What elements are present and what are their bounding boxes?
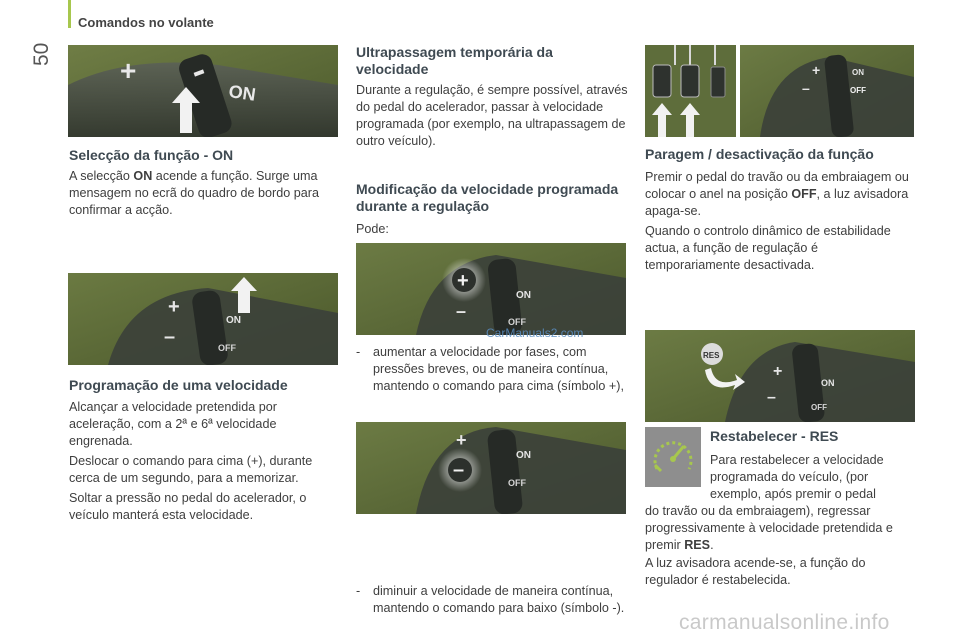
photo-stalk-off — [740, 45, 914, 137]
photo-stalk-on — [68, 45, 338, 137]
stalk-on-label: ON — [821, 378, 835, 388]
stalk-on-label: ON — [516, 290, 531, 301]
brake-pedal — [681, 65, 699, 97]
stalk-off-label: OFF — [218, 343, 236, 353]
accelerator-pedal — [711, 67, 725, 97]
paragraph-res-continued: do travão ou da embraiagem), regressar progressivamente à velocidade pretendida e premir RES. — [645, 504, 893, 552]
stalk-on-label: ON — [226, 315, 241, 326]
paragraph-res-line-3: exemplo, após premir o pedal — [710, 487, 876, 501]
stalk-minus-label: – — [802, 80, 810, 96]
stalk-plus-label: + — [773, 363, 783, 380]
stalk-minus-label: – — [164, 326, 176, 348]
stalk-off-label: OFF — [508, 317, 526, 327]
list-item-decrease: - diminuir a velocidade de maneira contínua, mantendo o comando para baixo (símbolo -). — [356, 584, 625, 615]
photo-stalk-program — [68, 273, 338, 365]
stalk-minus-label: – — [453, 459, 465, 481]
section-title: Comandos no volante — [78, 15, 214, 30]
paragraph-can: Pode: — [356, 222, 389, 236]
photo-stalk-res — [645, 330, 915, 422]
stalk-minus-label: – — [456, 301, 467, 321]
stalk-plus-label: + — [168, 296, 180, 318]
stalk-minus-label: – — [767, 389, 776, 406]
stalk-off-label: OFF — [508, 478, 526, 488]
page-number: 50 — [30, 42, 53, 66]
stalk-res-label: RES — [703, 351, 720, 360]
list-item-increase: - aumentar a velocidade por fases, com pressões breves, ou de maneira contínua, mantendo o comando para cima (símbolo +), — [356, 345, 624, 393]
paragraph-program-3: Soltar a pressão no pedal do acelerador, o veículo manterá esta velocidade. — [69, 491, 307, 522]
paragraph-temporary-override: Durante a regulação, é sempre possível, através do pedal do acelerador, passar à velocidade programada (por exemplo, na ultrapassagem de outro veículo). — [356, 83, 628, 148]
list-dash: - — [356, 345, 361, 359]
heading-selection-on: Selecção da função - ON — [69, 147, 234, 163]
stalk-on-label: ON — [227, 81, 257, 105]
photo-pedals — [645, 45, 736, 137]
stalk-plus-label: + — [812, 62, 821, 78]
list-dash: - — [356, 584, 361, 598]
stalk-off-label: OFF — [811, 403, 827, 412]
paragraph-res-line-2: programada do veículo, (por — [710, 470, 869, 484]
heading-stop-function: Paragem / desactivação da função — [645, 146, 874, 162]
heading-reset-res: Restabelecer - RES — [710, 428, 839, 444]
paragraph-res-line-1: Para restabelecer a velocidade — [710, 453, 884, 467]
stalk-off-label: OFF — [850, 86, 866, 95]
stalk-on-label: ON — [516, 450, 531, 461]
paragraph-stop-1: Premir o pedal do travão ou da embraiagem ou colocar o anel na posição OFF, a luz avisadora apaga-se. — [645, 170, 909, 218]
paragraph-stop-2: Quando o controlo dinâmico de estabilidade actua, a função de regulação é temporariamente desactivada. — [645, 224, 891, 272]
paragraph-program-2: Deslocar o comando para cima (+), durante cerca de um segundo, para a memorizar. — [69, 454, 313, 485]
heading-program-speed: Programação de uma velocidade — [69, 377, 288, 393]
watermark-text: CarManuals2.com — [486, 326, 584, 340]
paragraph-res-2: A luz avisadora acende-se, a função do regulador é restabelecida. — [645, 556, 866, 587]
stalk-plus-label: + — [120, 55, 137, 86]
photo-stalk-increase — [356, 243, 626, 335]
clutch-pedal — [653, 65, 671, 97]
speedometer-icon — [645, 427, 701, 487]
heading-modify-speed: Modificação da velocidade programada durante a regulação — [356, 181, 619, 214]
footer-watermark: carmanualsonline.info — [679, 611, 890, 634]
photo-stalk-decrease — [356, 422, 626, 514]
heading-temporary-override: Ultrapassagem temporária da velocidade — [356, 44, 553, 77]
stalk-plus-label: + — [457, 270, 469, 292]
stalk-plus-label: + — [456, 430, 467, 450]
section-accent-bar — [68, 0, 71, 28]
stalk-on-label: ON — [852, 68, 864, 77]
paragraph-program-1: Alcançar a velocidade pretendida por aceleração, com a 2ª e 6ª velocidade engrenada. — [69, 400, 277, 448]
paragraph-selection-on: A selecção ON acende a função. Surge uma mensagem no ecrã do quadro de bordo para confirmar a acção. — [69, 169, 319, 217]
